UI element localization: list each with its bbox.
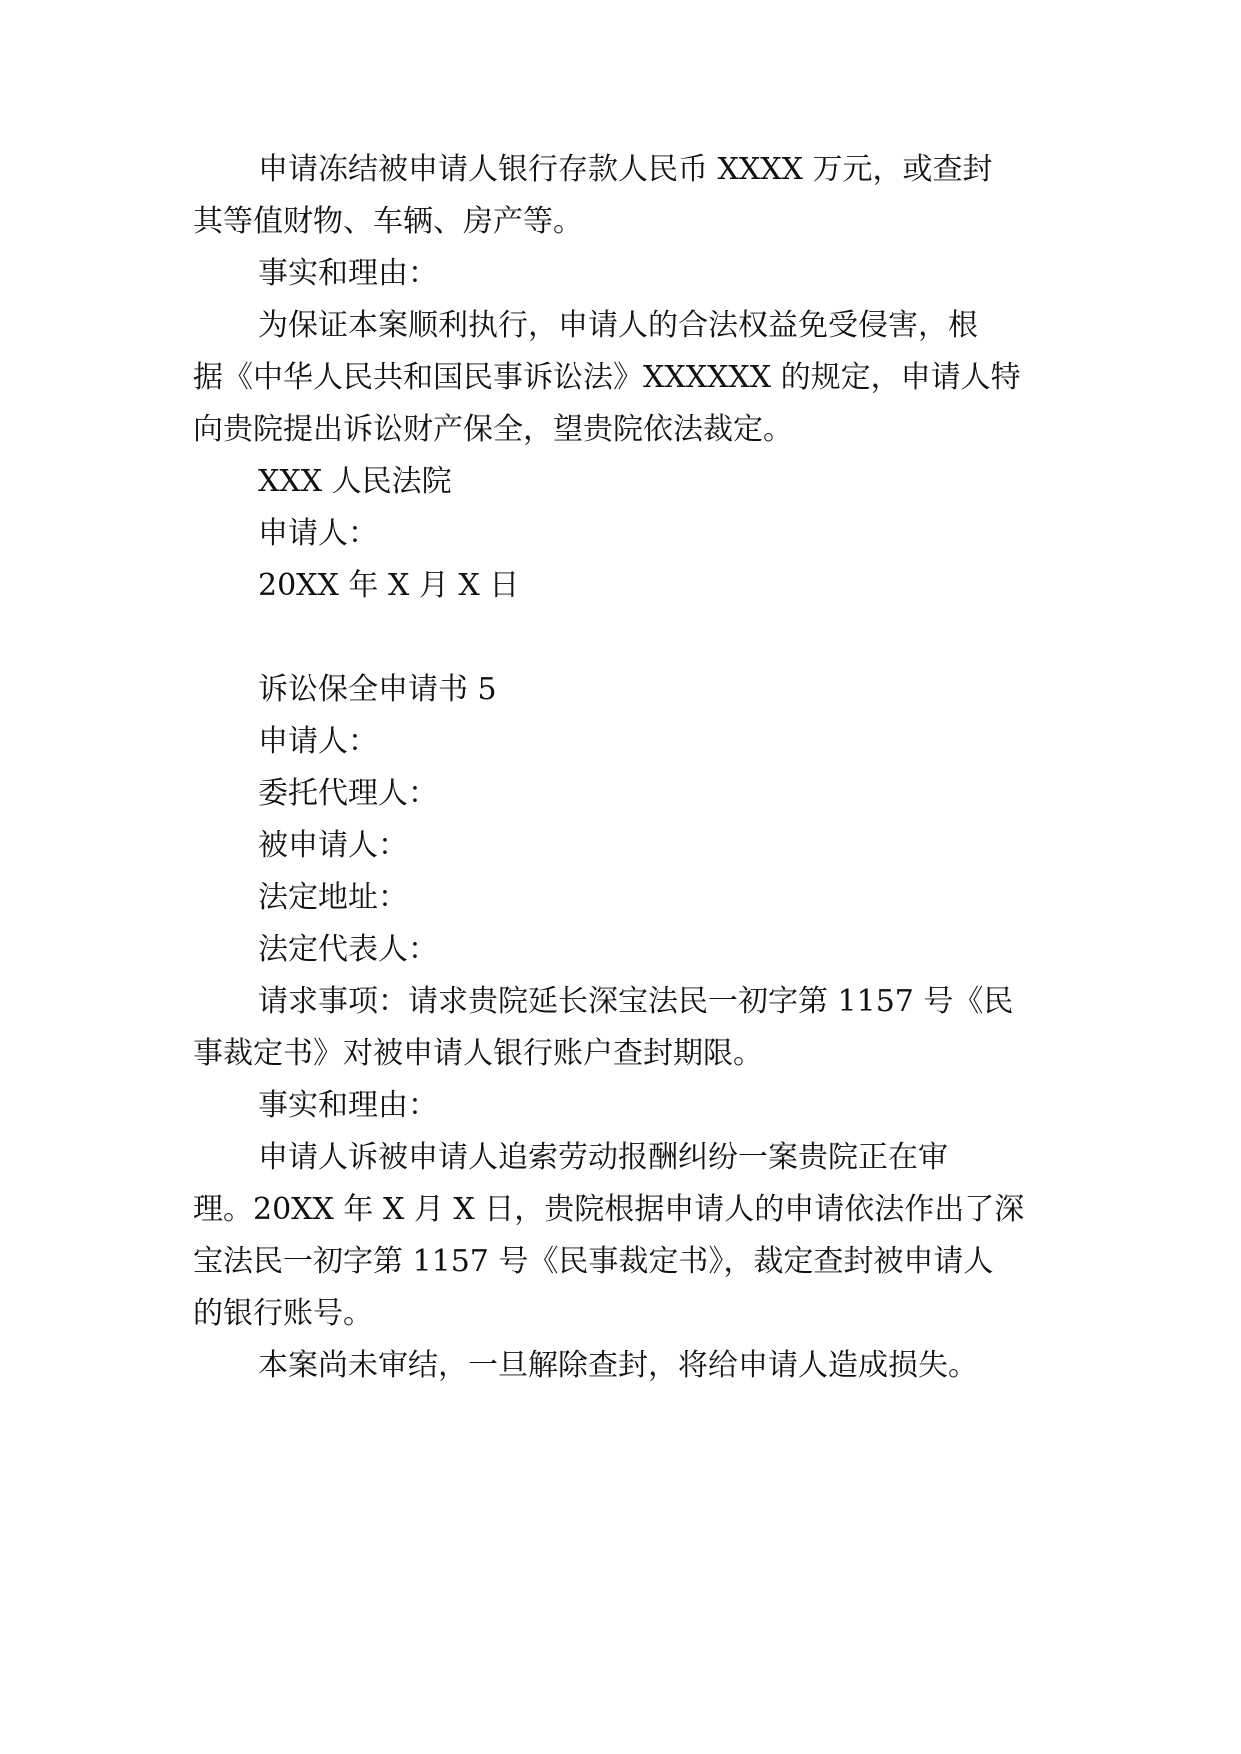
court-name: XXX 人民法院 [258, 464, 452, 499]
text-line: 事实和理由： [258, 256, 438, 291]
text-line: 向贵院提出诉讼财产保全，望贵院依法裁定。 [193, 412, 793, 447]
text-line: 的银行账号。 [193, 1296, 373, 1331]
document-title: 诉讼保全申请书 5 [258, 672, 497, 707]
text-line: 其等值财物、车辆、房产等。 [193, 204, 583, 239]
text-line: 事实和理由： [258, 1088, 438, 1123]
text-line: 本案尚未审结，一旦解除查封，将给申请人造成损失。 [258, 1348, 978, 1383]
applicant-label: 申请人： [258, 724, 378, 759]
respondent-label: 被申请人： [258, 828, 408, 863]
applicant-label: 申请人： [258, 516, 378, 551]
text-line: 请求事项：请求贵院延长深宝法民一初字第 1157 号《民 [258, 984, 1014, 1019]
representative-label: 法定代表人： [258, 932, 438, 967]
text-line: 据《中华人民共和国民事诉讼法》XXXXXX 的规定，申请人特 [193, 360, 1021, 395]
address-label: 法定地址： [258, 880, 408, 915]
text-line: 申请冻结被申请人银行存款人民币 XXXX 万元，或查封 [258, 152, 993, 187]
text-line: 事裁定书》对被申请人银行账户查封期限。 [193, 1036, 763, 1071]
agent-label: 委托代理人： [258, 776, 438, 811]
text-line: 宝法民一初字第 1157 号《民事裁定书》，裁定查封被申请人 [193, 1244, 994, 1279]
text-line: 理。20XX 年 X 月 X 日，贵院根据申请人的申请依法作出了深 [193, 1192, 1025, 1227]
text-line: 申请人诉被申请人追索劳动报酬纠纷一案贵院正在审 [258, 1140, 948, 1175]
text-line: 为保证本案顺利执行，申请人的合法权益免受侵害，根 [258, 308, 978, 343]
date-line: 20XX 年 X 月 X 日 [258, 568, 520, 603]
